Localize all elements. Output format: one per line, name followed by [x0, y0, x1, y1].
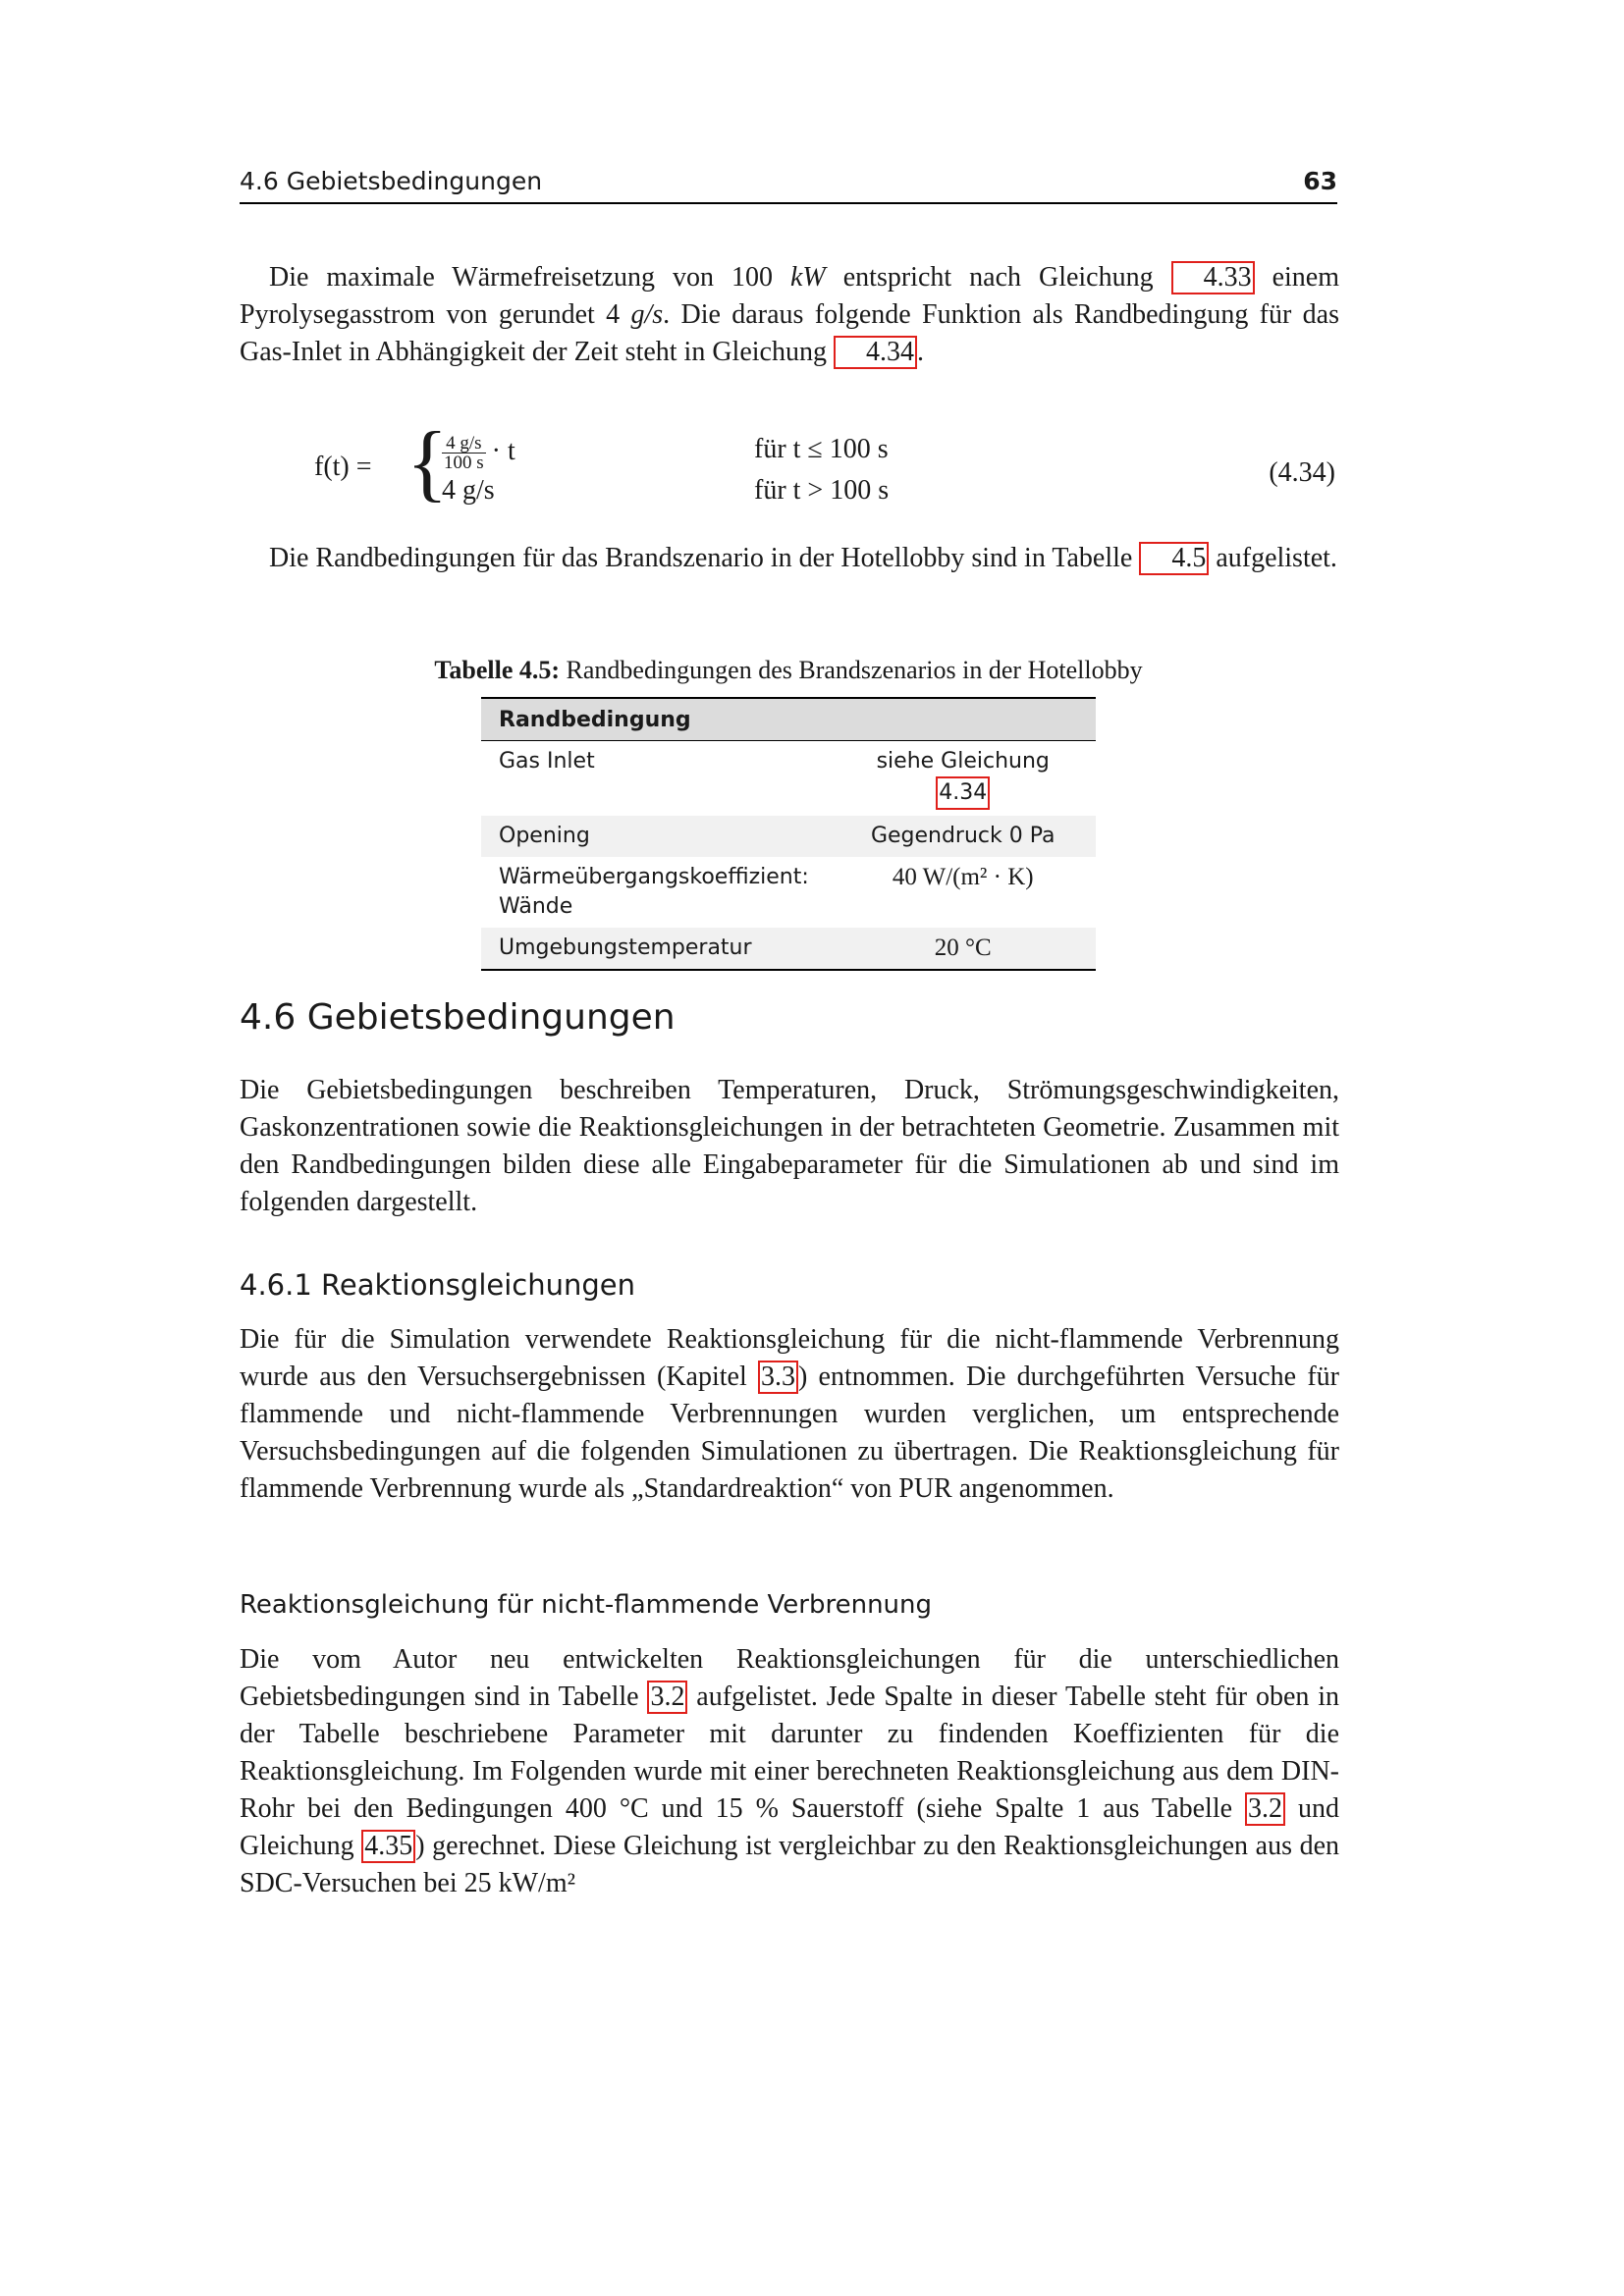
running-header-title: 4.6 Gebietsbedingungen [240, 167, 543, 195]
equation-ref-4-35[interactable]: 4.35 [361, 1830, 415, 1863]
paragraph-table-intro: Die Randbedingungen für das Brandszenario in der Hotellobby sind in Tabelle 4.5 aufgelistet. [269, 543, 1337, 573]
subsection-body: Die für die Simulation verwendete Reaktionsgleichung für die nicht-flammende Verbrennung wurde aus den Versuchsergebnissen (Kapitel 3.3 ) entnommen. Die durchgeführten Versuche für flammende und nicht-flammende Verbrennungen wurden verglichen, um entsprechende Versuchsbedingungen auf die folgenden Simulationen zu übertragen. Die Reaktionsgleichung für flammende Verbrennung wurde als „Standardreaktion“ von PUR angenommen. [240, 1324, 1339, 1504]
section-heading: 4.6 Gebietsbedingungen [240, 997, 676, 1038]
table-cell-label: Umgebungstemperatur [481, 928, 830, 970]
table-cell-value: Gegendruck 0 Pa [830, 816, 1096, 857]
equation-fraction: $\frac{4 g/s}{100 s}$ [444, 433, 484, 473]
table-row [481, 928, 1096, 970]
equation-lhs: f(t) = [314, 452, 372, 482]
equation-ref-4-34[interactable]: 4.34 [834, 336, 917, 369]
boundary-conditions-table [481, 697, 1096, 971]
table-cell-value: 20 °C [830, 928, 1096, 970]
table-cell-label: Wärmeübergangskoeffizient: Wände [499, 865, 809, 919]
table-ref-3-2-second[interactable]: 3.2 [1245, 1792, 1285, 1826]
table-cell-value: 40 W/(m² · K) [892, 864, 1034, 890]
paragraph-heading: Reaktionsgleichung für nicht-flammende Verbrennung [240, 1590, 933, 1620]
table-caption: Tabelle 4.5: Randbedingungen des Brandszenarios in der Hotellobby [434, 656, 1143, 684]
subsection-heading: 4.6.1 Reaktionsgleichungen [240, 1268, 635, 1302]
equation-case-2: 4 g/s [442, 475, 495, 506]
page-number: 63 [1303, 167, 1337, 195]
table-row [481, 816, 1096, 857]
table-header: Randbedingung [481, 698, 1096, 741]
table-row [481, 741, 1096, 817]
chapter-ref-3-3[interactable]: 3.3 [758, 1361, 798, 1394]
equation-4-34 [314, 415, 1339, 522]
equation-condition-1: für t ≤ 100 s [754, 434, 889, 464]
equation-number: (4.34) [1269, 457, 1335, 488]
paragraph-reaction-equations: Die vom Autor neu entwickelten Reaktionsgleichungen für die unterschiedlichen Gebietsbedingungen sind in Tabelle 3.2 aufgelistet. Jede Spalte in dieser Tabelle steht für oben in der Tabelle beschriebene Parameter mit darunter zu findenden Koeffizienten für die Reaktionsgleichung. Im Folgenden wurde mit einer berechneten Reaktionsgleichung aus dem DIN-Rohr bei den Bedingungen 400 °C und 15 % Sauerstoff (siehe Spalte 1 aus Tabelle 3.2 und Gleichung 4.35 ) gerechnet. Diese Gleichung ist vergleichbar zu den Reaktionsgleichungen aus den SDC-Versuchen bei 25 kW/m² [240, 1644, 1340, 1898]
section-body: Die Gebietsbedingungen beschreiben Temperaturen, Druck, Strömungsgeschwindigkeiten, Gaskonzentrationen sowie die Reaktionsgleichungen in der betrachteten Geometrie. Zusammen mit den Randbedingungen bilden diese alle Eingabeparameter für die Simulationen ab und sind im folgenden dargestellt. [240, 1075, 1339, 1217]
table-cell-label: Opening [481, 816, 830, 857]
paragraph-heat-release: Die maximale Wärmefreisetzung von 100 kW entspricht nach Gleichung 4.33 einem Pyrolysegasstrom von gerundet 4 g/s. Die daraus folgende Funktion als Randbedingung für das Gas-Inlet in Abhängigkeit der Zeit steht in Gleichung 4.34 . [240, 262, 1339, 367]
equation-ref-4-33[interactable]: 4.33 [1171, 261, 1255, 294]
running-header [240, 167, 1337, 204]
equation-case-1: $\frac{4 g/s}{100 s}$ · t [444, 433, 515, 473]
equation-condition-2: für t > 100 s [754, 475, 890, 506]
table-row [481, 857, 1096, 928]
table-cell-value: siehe Gleichung 4.34 [830, 741, 1096, 817]
table-cell-label: Gas Inlet [499, 749, 595, 774]
equation-brace: { [406, 415, 449, 510]
table-ref-3-2[interactable]: 3.2 [647, 1681, 687, 1714]
equation-ref-4-34-table[interactable]: 4.34 [936, 776, 990, 810]
table-ref-4-5[interactable]: 4.5 [1139, 542, 1209, 575]
